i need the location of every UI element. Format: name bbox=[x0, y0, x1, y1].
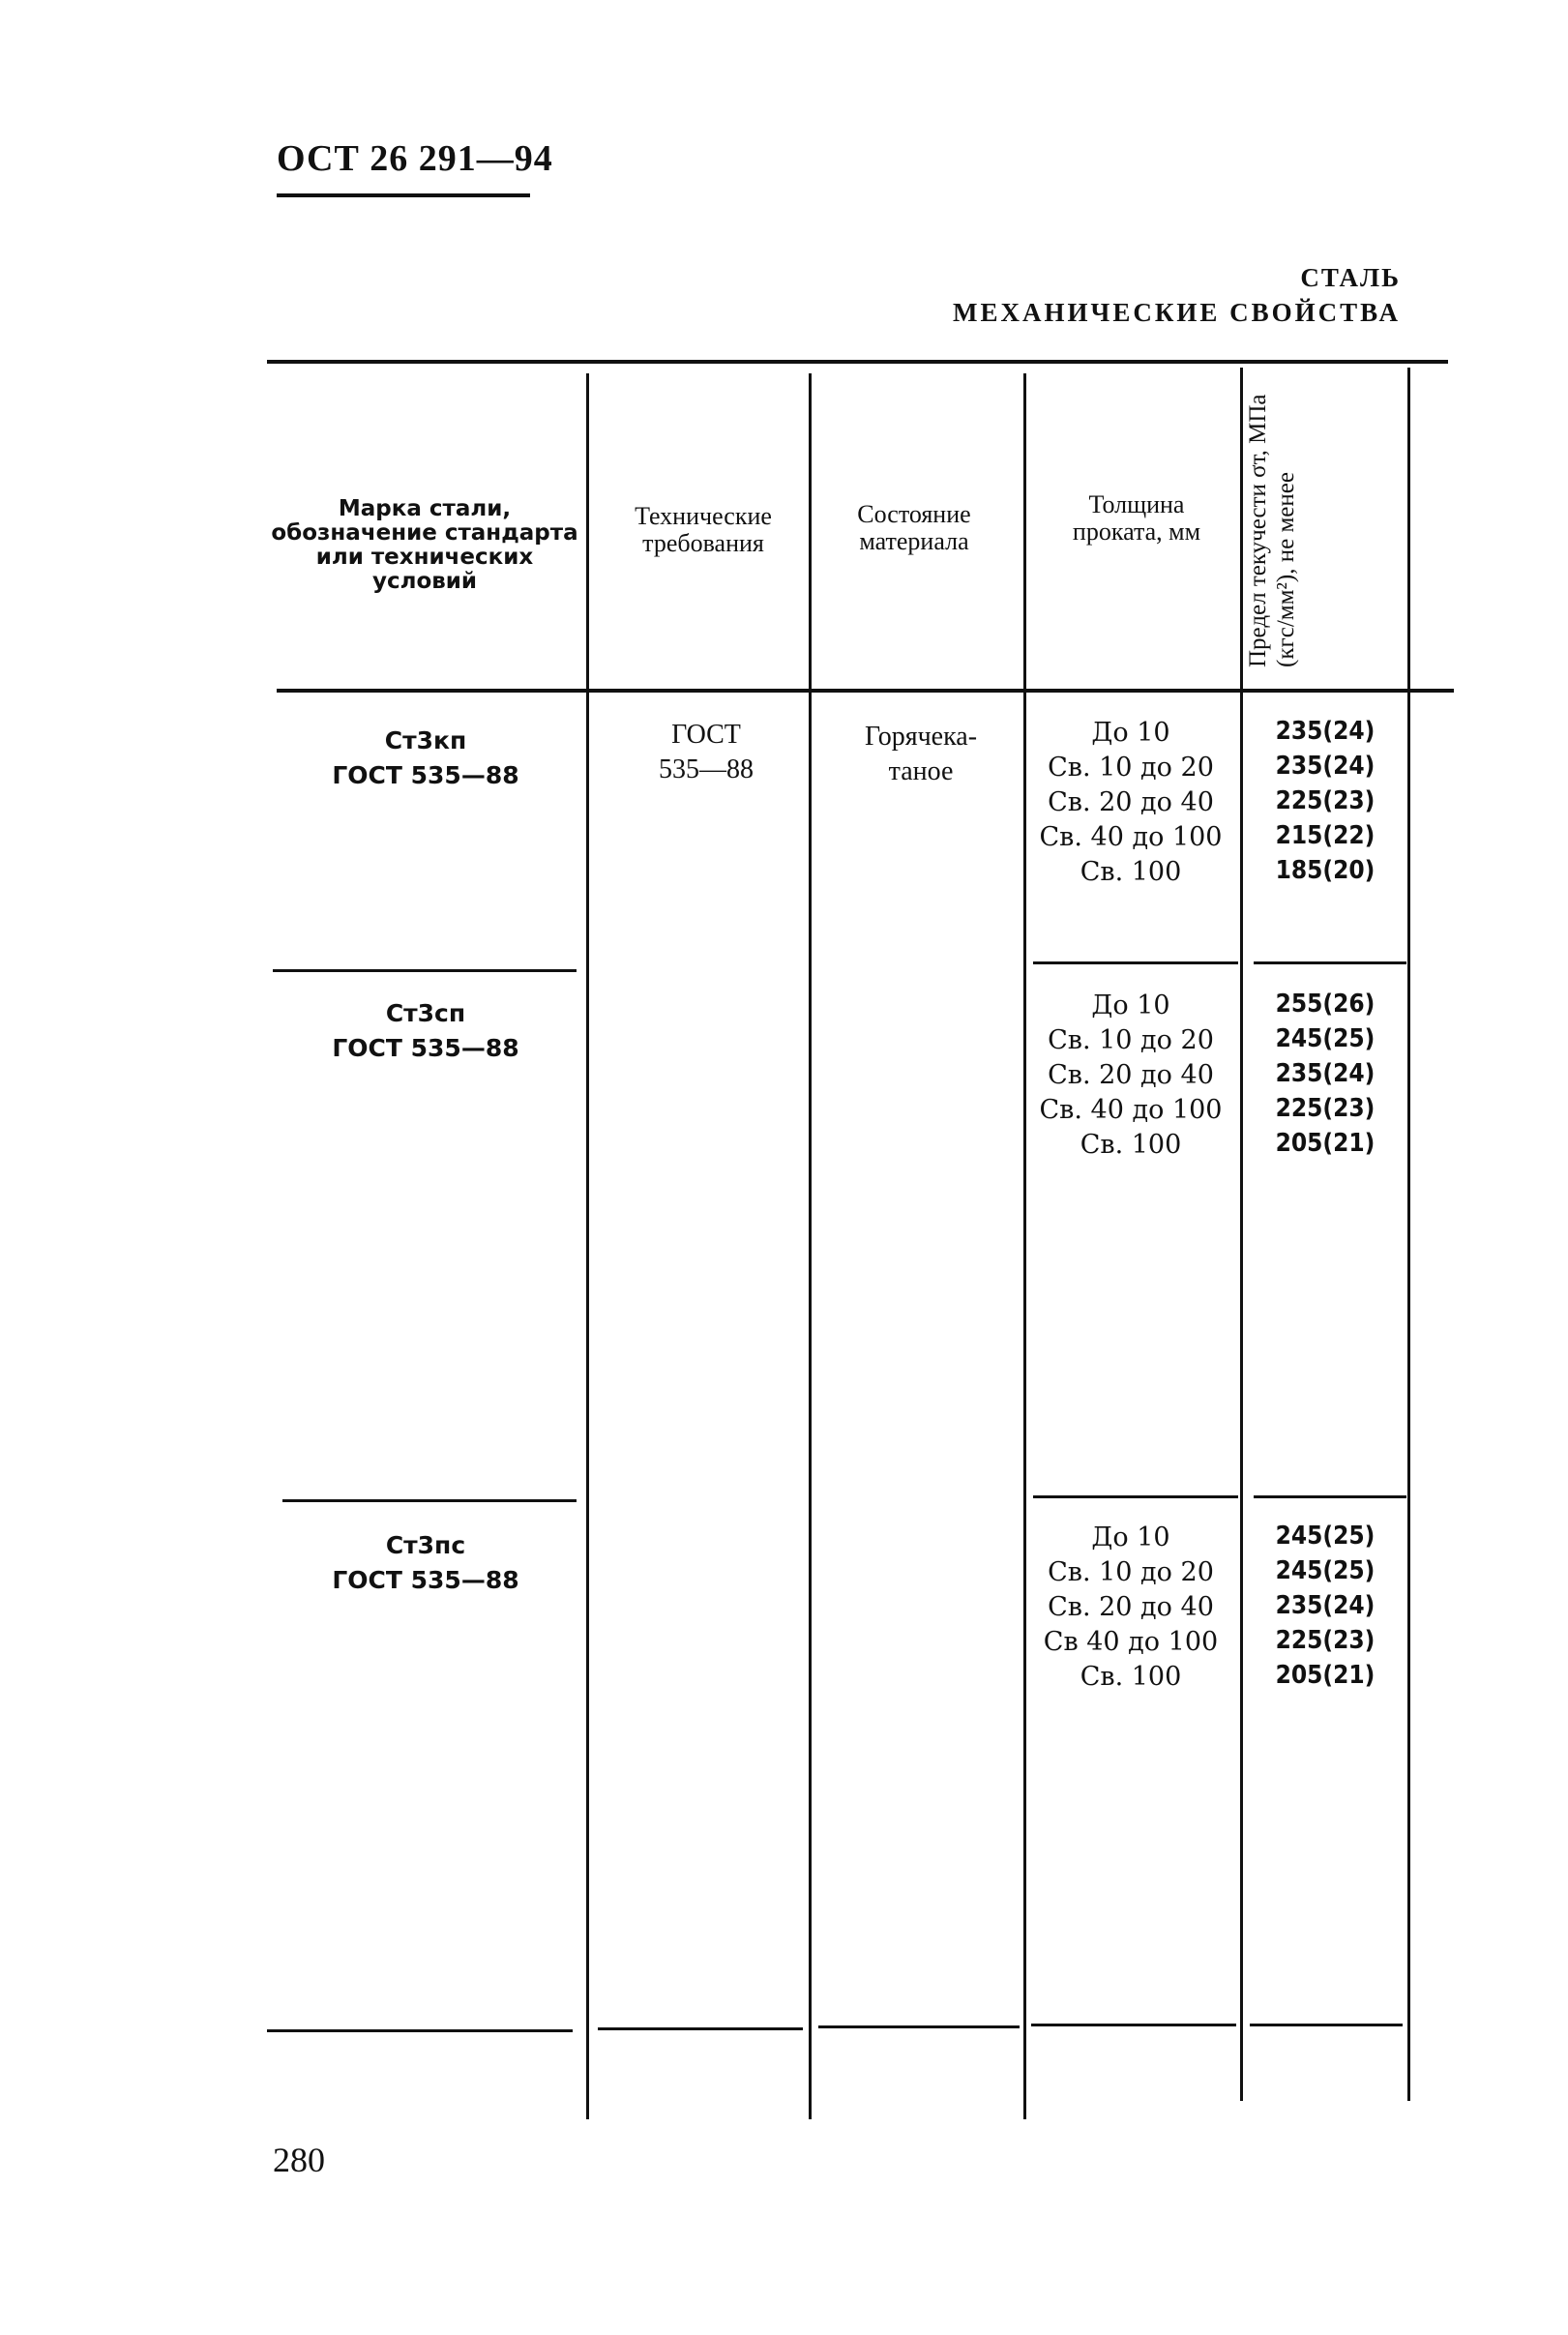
thickness-value: Св. 10 до 20 bbox=[1048, 753, 1214, 783]
requirements-line-1: ГОСТ bbox=[671, 720, 741, 750]
requirements-cell bbox=[619, 718, 793, 787]
requirements-line-2: 535—88 bbox=[659, 754, 754, 784]
thickness-value: Св. 40 до 100 bbox=[1039, 822, 1223, 852]
table-bottom-rule bbox=[818, 2025, 1020, 2028]
table-bottom-rule bbox=[267, 2029, 573, 2032]
standard-number: ОСТ 26 291—94 bbox=[277, 138, 553, 179]
thickness-list bbox=[1029, 1521, 1232, 1695]
yield-list bbox=[1248, 1519, 1403, 1693]
yield-value: 185(20) bbox=[1275, 856, 1376, 885]
thickness-value: Св. 100 bbox=[1080, 857, 1182, 887]
yield-value: 245(25) bbox=[1275, 1522, 1376, 1551]
yield-value: 225(23) bbox=[1275, 1094, 1376, 1123]
grade-cell bbox=[290, 996, 561, 1066]
thickness-value: Св. 100 bbox=[1080, 1130, 1182, 1160]
yield-value: 225(23) bbox=[1275, 786, 1376, 815]
column-header-grade: Марка стали, обозначение стандарта или технических условий bbox=[271, 496, 578, 594]
thickness-value: Св. 20 до 40 bbox=[1048, 787, 1214, 817]
state-cell bbox=[834, 720, 1008, 789]
yield-value: 215(22) bbox=[1275, 821, 1376, 850]
column-header-state: Состояние материала bbox=[857, 500, 971, 555]
grade-name: Ст3сп bbox=[385, 999, 466, 1027]
group-separator bbox=[1033, 1495, 1238, 1498]
title-mechanical-properties: МЕХАНИЧЕСКИЕ СВОЙСТВА bbox=[953, 298, 1401, 327]
yield-value: 205(21) bbox=[1275, 1661, 1376, 1690]
column-header-yield-strength: Предел текучести σт, МПа (кгс/мм²), не менее bbox=[1245, 394, 1299, 667]
thickness-value: Св. 10 до 20 bbox=[1048, 1557, 1214, 1587]
grade-standard: ГОСТ 535—88 bbox=[332, 761, 519, 789]
yield-value: 205(21) bbox=[1275, 1129, 1376, 1158]
thickness-value: Св. 10 до 20 bbox=[1048, 1025, 1214, 1055]
grade-cell bbox=[290, 724, 561, 793]
yield-value: 235(24) bbox=[1275, 1591, 1376, 1620]
page-number: 280 bbox=[273, 2141, 325, 2179]
yield-list bbox=[1248, 987, 1403, 1161]
thickness-value: До 10 bbox=[1091, 1522, 1170, 1552]
grade-standard: ГОСТ 535—88 bbox=[332, 1566, 519, 1594]
thickness-value: Св 40 до 100 bbox=[1043, 1627, 1219, 1657]
thickness-value: Св. 20 до 40 bbox=[1048, 1060, 1214, 1090]
yield-value: 245(25) bbox=[1275, 1024, 1376, 1053]
yield-list bbox=[1248, 714, 1403, 888]
group-separator bbox=[282, 1499, 577, 1502]
group-separator bbox=[1033, 961, 1238, 964]
state-line-2: таное bbox=[888, 756, 954, 786]
yield-value: 245(25) bbox=[1275, 1556, 1376, 1585]
group-separator bbox=[273, 969, 577, 972]
table-bottom-rule bbox=[1250, 2024, 1403, 2026]
column-divider-2 bbox=[809, 373, 812, 2119]
table-top-rule bbox=[267, 360, 1448, 364]
group-separator bbox=[1254, 1495, 1406, 1498]
column-divider-4 bbox=[1240, 368, 1243, 2101]
yield-value: 225(23) bbox=[1275, 1626, 1376, 1655]
table-header-rule bbox=[277, 689, 1454, 693]
title-steel: СТАЛЬ bbox=[1300, 263, 1401, 292]
column-divider-1 bbox=[586, 373, 589, 2119]
thickness-list bbox=[1029, 989, 1232, 1163]
thickness-value: Св. 40 до 100 bbox=[1039, 1095, 1223, 1125]
table-bottom-rule bbox=[1031, 2024, 1236, 2026]
thickness-value: До 10 bbox=[1091, 990, 1170, 1020]
group-separator bbox=[1254, 961, 1406, 964]
yield-value: 235(24) bbox=[1275, 752, 1376, 781]
standard-underline bbox=[277, 193, 530, 197]
grade-standard: ГОСТ 535—88 bbox=[332, 1034, 519, 1062]
grade-cell bbox=[290, 1528, 561, 1598]
grade-name: Ст3кп bbox=[384, 726, 467, 754]
state-line-1: Горячека- bbox=[864, 722, 978, 752]
yield-value: 255(26) bbox=[1275, 990, 1376, 1019]
table-bottom-rule bbox=[598, 2027, 803, 2030]
thickness-value: Св. 20 до 40 bbox=[1048, 1592, 1214, 1622]
column-divider-3 bbox=[1023, 373, 1026, 2119]
thickness-value: Св. 100 bbox=[1080, 1662, 1182, 1692]
thickness-list bbox=[1029, 716, 1232, 890]
thickness-value: До 10 bbox=[1091, 718, 1170, 748]
yield-value: 235(24) bbox=[1275, 1059, 1376, 1088]
grade-name: Ст3пс bbox=[385, 1531, 466, 1559]
column-header-requirements: Технические требования bbox=[635, 502, 772, 557]
yield-value: 235(24) bbox=[1275, 717, 1376, 746]
column-header-thickness: Толщина проката, мм bbox=[1072, 490, 1201, 546]
